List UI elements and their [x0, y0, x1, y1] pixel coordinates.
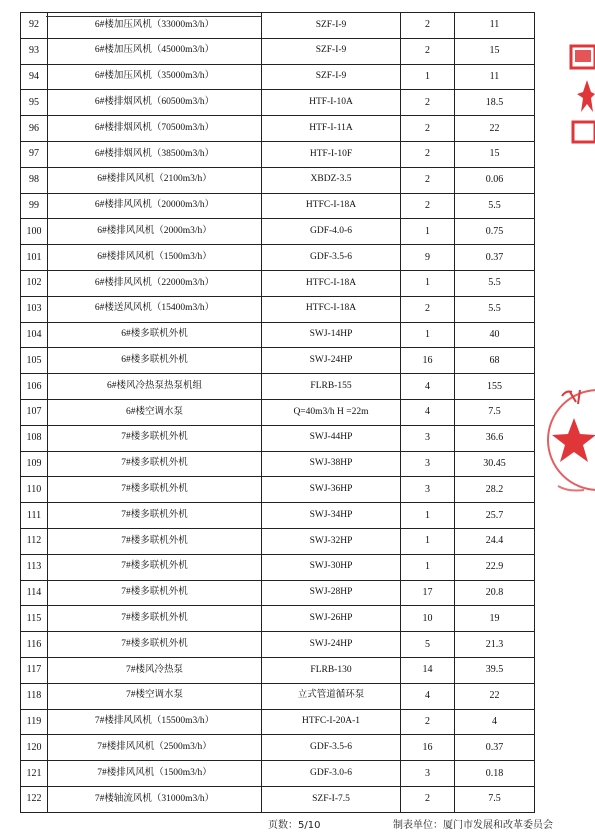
- quantity-cell: 2: [401, 13, 455, 39]
- row-number-cell: 114: [21, 580, 48, 606]
- model-cell: HTFC-I-20A-1: [262, 709, 401, 735]
- power-cell: 0.06: [455, 167, 535, 193]
- power-cell: 18.5: [455, 90, 535, 116]
- equipment-name-cell: 7#楼轴流风机（31000m3/h）: [48, 786, 262, 812]
- quantity-cell: 16: [401, 348, 455, 374]
- table-row: [21, 786, 535, 812]
- power-cell: 5.5: [455, 270, 535, 296]
- equipment-name-cell: 7#楼排风风机（1500m3/h）: [48, 761, 262, 787]
- model-cell: SWJ-14HP: [262, 322, 401, 348]
- equipment-name-cell: 6#楼排风风机（22000m3/h）: [48, 270, 262, 296]
- quantity-cell: 2: [401, 786, 455, 812]
- quantity-cell: 1: [401, 554, 455, 580]
- table-row: [21, 296, 535, 322]
- model-cell: SWJ-44HP: [262, 425, 401, 451]
- power-cell: 36.6: [455, 425, 535, 451]
- model-cell: FLRB-155: [262, 374, 401, 400]
- equipment-table-body: [21, 13, 535, 813]
- table-row: [21, 90, 535, 116]
- power-cell: 7.5: [455, 399, 535, 425]
- table-row: [21, 451, 535, 477]
- equipment-name-cell: 7#楼排风风机（2500m3/h）: [48, 735, 262, 761]
- power-cell: 22.9: [455, 554, 535, 580]
- quantity-cell: 17: [401, 580, 455, 606]
- row-number-cell: 122: [21, 786, 48, 812]
- equipment-name-cell: 7#楼多联机外机: [48, 580, 262, 606]
- equipment-name-cell: 6#楼排风风机（20000m3/h）: [48, 193, 262, 219]
- power-cell: 30.45: [455, 451, 535, 477]
- row-number-cell: 121: [21, 761, 48, 787]
- seal-top-star: [577, 80, 595, 112]
- power-cell: 4: [455, 709, 535, 735]
- table-row: [21, 245, 535, 271]
- equipment-name-cell: 7#楼多联机外机: [48, 632, 262, 658]
- row-number-cell: 110: [21, 477, 48, 503]
- quantity-cell: 2: [401, 709, 455, 735]
- table-row: [21, 503, 535, 529]
- model-cell: 立式管道循环泵: [262, 683, 401, 709]
- equipment-name-cell: 7#楼排风风机（15500m3/h）: [48, 709, 262, 735]
- table-row: [21, 425, 535, 451]
- row-number-cell: 119: [21, 709, 48, 735]
- row-number-cell: 113: [21, 554, 48, 580]
- model-cell: SZF-I-9: [262, 64, 401, 90]
- model-cell: SWJ-38HP: [262, 451, 401, 477]
- row-number-cell: 96: [21, 116, 48, 142]
- quantity-cell: 14: [401, 657, 455, 683]
- quantity-cell: 4: [401, 399, 455, 425]
- row-number-cell: 120: [21, 735, 48, 761]
- power-cell: 25.7: [455, 503, 535, 529]
- row-number-cell: 105: [21, 348, 48, 374]
- quantity-cell: 5: [401, 632, 455, 658]
- model-cell: SWJ-36HP: [262, 477, 401, 503]
- power-cell: 40: [455, 322, 535, 348]
- power-cell: 0.37: [455, 245, 535, 271]
- quantity-cell: 9: [401, 245, 455, 271]
- equipment-name-cell: 6#楼排风风机（2000m3/h）: [48, 219, 262, 245]
- power-cell: 7.5: [455, 786, 535, 812]
- quantity-cell: 1: [401, 322, 455, 348]
- table-row: [21, 580, 535, 606]
- power-cell: 22: [455, 116, 535, 142]
- model-cell: SWJ-34HP: [262, 503, 401, 529]
- equipment-name-cell: 7#楼多联机外机: [48, 503, 262, 529]
- issuing-unit: 制表单位：厦门市发展和改革委员会: [393, 820, 553, 831]
- table-row: [21, 709, 535, 735]
- row-number-cell: 118: [21, 683, 48, 709]
- model-cell: GDF-3.5-6: [262, 245, 401, 271]
- row-number-cell: 94: [21, 64, 48, 90]
- table-row: [21, 64, 535, 90]
- power-cell: 24.4: [455, 528, 535, 554]
- power-cell: 39.5: [455, 657, 535, 683]
- table-row: [21, 116, 535, 142]
- row-number-cell: 103: [21, 296, 48, 322]
- table-row: [21, 554, 535, 580]
- model-cell: GDF-4.0-6: [262, 219, 401, 245]
- table-row: [21, 270, 535, 296]
- model-cell: SWJ-32HP: [262, 528, 401, 554]
- quantity-cell: 1: [401, 270, 455, 296]
- quantity-cell: 2: [401, 296, 455, 322]
- seal-round-star: [552, 418, 595, 462]
- equipment-name-cell: 6#楼空调水泵: [48, 399, 262, 425]
- equipment-name-cell: 6#楼排烟风机（38500m3/h）: [48, 141, 262, 167]
- table-row: [21, 399, 535, 425]
- table-row: [21, 528, 535, 554]
- equipment-name-cell: 6#楼排烟风机（60500m3/h）: [48, 90, 262, 116]
- equipment-name-cell: 7#楼多联机外机: [48, 606, 262, 632]
- quantity-cell: 2: [401, 141, 455, 167]
- row-number-cell: 109: [21, 451, 48, 477]
- equipment-name-cell: 7#楼多联机外机: [48, 528, 262, 554]
- row-number-cell: 101: [21, 245, 48, 271]
- power-cell: 19: [455, 606, 535, 632]
- model-cell: SWJ-24HP: [262, 632, 401, 658]
- quantity-cell: 1: [401, 219, 455, 245]
- quantity-cell: 1: [401, 528, 455, 554]
- table-row: [21, 38, 535, 64]
- equipment-name-cell: 6#楼加压风机（35000m3/h）: [48, 64, 262, 90]
- table-row: [21, 683, 535, 709]
- quantity-cell: 2: [401, 193, 455, 219]
- quantity-cell: 2: [401, 38, 455, 64]
- seal-top-glyph: [575, 50, 591, 62]
- table-row: [21, 657, 535, 683]
- quantity-cell: 2: [401, 116, 455, 142]
- power-cell: 68: [455, 348, 535, 374]
- model-cell: Q=40m3/h H =22m: [262, 399, 401, 425]
- power-cell: 0.37: [455, 735, 535, 761]
- row-number-cell: 117: [21, 657, 48, 683]
- power-cell: 15: [455, 141, 535, 167]
- quantity-cell: 3: [401, 425, 455, 451]
- row-number-cell: 108: [21, 425, 48, 451]
- equipment-name-cell: 6#楼多联机外机: [48, 322, 262, 348]
- quantity-cell: 2: [401, 167, 455, 193]
- model-cell: GDF-3.5-6: [262, 735, 401, 761]
- table-row: [21, 477, 535, 503]
- quantity-cell: 4: [401, 374, 455, 400]
- model-cell: HTFC-I-18A: [262, 193, 401, 219]
- equipment-table: [20, 12, 535, 813]
- equipment-name-cell: 6#楼排风风机（1500m3/h）: [48, 245, 262, 271]
- strike-line: [46, 16, 262, 17]
- model-cell: SWJ-28HP: [262, 580, 401, 606]
- row-number-cell: 102: [21, 270, 48, 296]
- model-cell: HTFC-I-18A: [262, 296, 401, 322]
- seal-top-frame-2: [573, 122, 595, 142]
- row-number-cell: 99: [21, 193, 48, 219]
- power-cell: 11: [455, 13, 535, 39]
- equipment-name-cell: 7#楼空调水泵: [48, 683, 262, 709]
- quantity-cell: 4: [401, 683, 455, 709]
- equipment-name-cell: 7#楼多联机外机: [48, 425, 262, 451]
- row-number-cell: 111: [21, 503, 48, 529]
- equipment-name-cell: 7#楼风冷热泵: [48, 657, 262, 683]
- quantity-cell: 3: [401, 451, 455, 477]
- model-cell: SWJ-24HP: [262, 348, 401, 374]
- model-cell: XBDZ-3.5: [262, 167, 401, 193]
- table-row: [21, 632, 535, 658]
- table-row: [21, 322, 535, 348]
- equipment-name-cell: 6#楼加压风机（33000m3/h）: [48, 13, 262, 39]
- row-number-cell: 97: [21, 141, 48, 167]
- seal-stamp-round: [540, 378, 595, 498]
- power-cell: 15: [455, 38, 535, 64]
- table-row: [21, 606, 535, 632]
- model-cell: HTFC-I-18A: [262, 270, 401, 296]
- power-cell: 22: [455, 683, 535, 709]
- model-cell: GDF-3.0-6: [262, 761, 401, 787]
- model-cell: SWJ-30HP: [262, 554, 401, 580]
- row-number-cell: 107: [21, 399, 48, 425]
- row-number-cell: 115: [21, 606, 48, 632]
- quantity-cell: 3: [401, 761, 455, 787]
- row-number-cell: 93: [21, 38, 48, 64]
- page-count: 页数：5/10: [268, 820, 321, 831]
- table-row: [21, 141, 535, 167]
- row-number-cell: 95: [21, 90, 48, 116]
- quantity-cell: 3: [401, 477, 455, 503]
- equipment-name-cell: 6#楼排烟风机（70500m3/h）: [48, 116, 262, 142]
- row-number-cell: 92: [21, 13, 48, 39]
- equipment-name-cell: 6#楼送风风机（15400m3/h）: [48, 296, 262, 322]
- table-row: [21, 167, 535, 193]
- table-row: [21, 761, 535, 787]
- model-cell: FLRB-130: [262, 657, 401, 683]
- equipment-name-cell: 6#楼多联机外机: [48, 348, 262, 374]
- model-cell: SWJ-26HP: [262, 606, 401, 632]
- quantity-cell: 10: [401, 606, 455, 632]
- power-cell: 20.8: [455, 580, 535, 606]
- model-cell: SZF-I-9: [262, 13, 401, 39]
- equipment-name-cell: 6#楼加压风机（45000m3/h）: [48, 38, 262, 64]
- power-cell: 11: [455, 64, 535, 90]
- row-number-cell: 112: [21, 528, 48, 554]
- equipment-name-cell: 6#楼排风风机（2100m3/h）: [48, 167, 262, 193]
- seal-stamp-top: [565, 28, 595, 148]
- power-cell: 21.3: [455, 632, 535, 658]
- power-cell: 28.2: [455, 477, 535, 503]
- equipment-name-cell: 7#楼多联机外机: [48, 477, 262, 503]
- row-number-cell: 100: [21, 219, 48, 245]
- model-cell: HTF-I-11A: [262, 116, 401, 142]
- table-row: [21, 735, 535, 761]
- power-cell: 0.75: [455, 219, 535, 245]
- table-row: [21, 374, 535, 400]
- power-cell: 155: [455, 374, 535, 400]
- model-cell: HTF-I-10F: [262, 141, 401, 167]
- power-cell: 0.18: [455, 761, 535, 787]
- quantity-cell: 2: [401, 90, 455, 116]
- model-cell: SZF-I-9: [262, 38, 401, 64]
- row-number-cell: 106: [21, 374, 48, 400]
- row-number-cell: 116: [21, 632, 48, 658]
- power-cell: 5.5: [455, 296, 535, 322]
- equipment-name-cell: 6#楼风冷热泵热泵机组: [48, 374, 262, 400]
- table-row: [21, 219, 535, 245]
- equipment-name-cell: 7#楼多联机外机: [48, 554, 262, 580]
- quantity-cell: 1: [401, 503, 455, 529]
- quantity-cell: 1: [401, 64, 455, 90]
- table-row: [21, 348, 535, 374]
- row-number-cell: 104: [21, 322, 48, 348]
- equipment-name-cell: 7#楼多联机外机: [48, 451, 262, 477]
- model-cell: SZF-I-7.5: [262, 786, 401, 812]
- model-cell: HTF-I-10A: [262, 90, 401, 116]
- power-cell: 5.5: [455, 193, 535, 219]
- row-number-cell: 98: [21, 167, 48, 193]
- table-row: [21, 193, 535, 219]
- quantity-cell: 16: [401, 735, 455, 761]
